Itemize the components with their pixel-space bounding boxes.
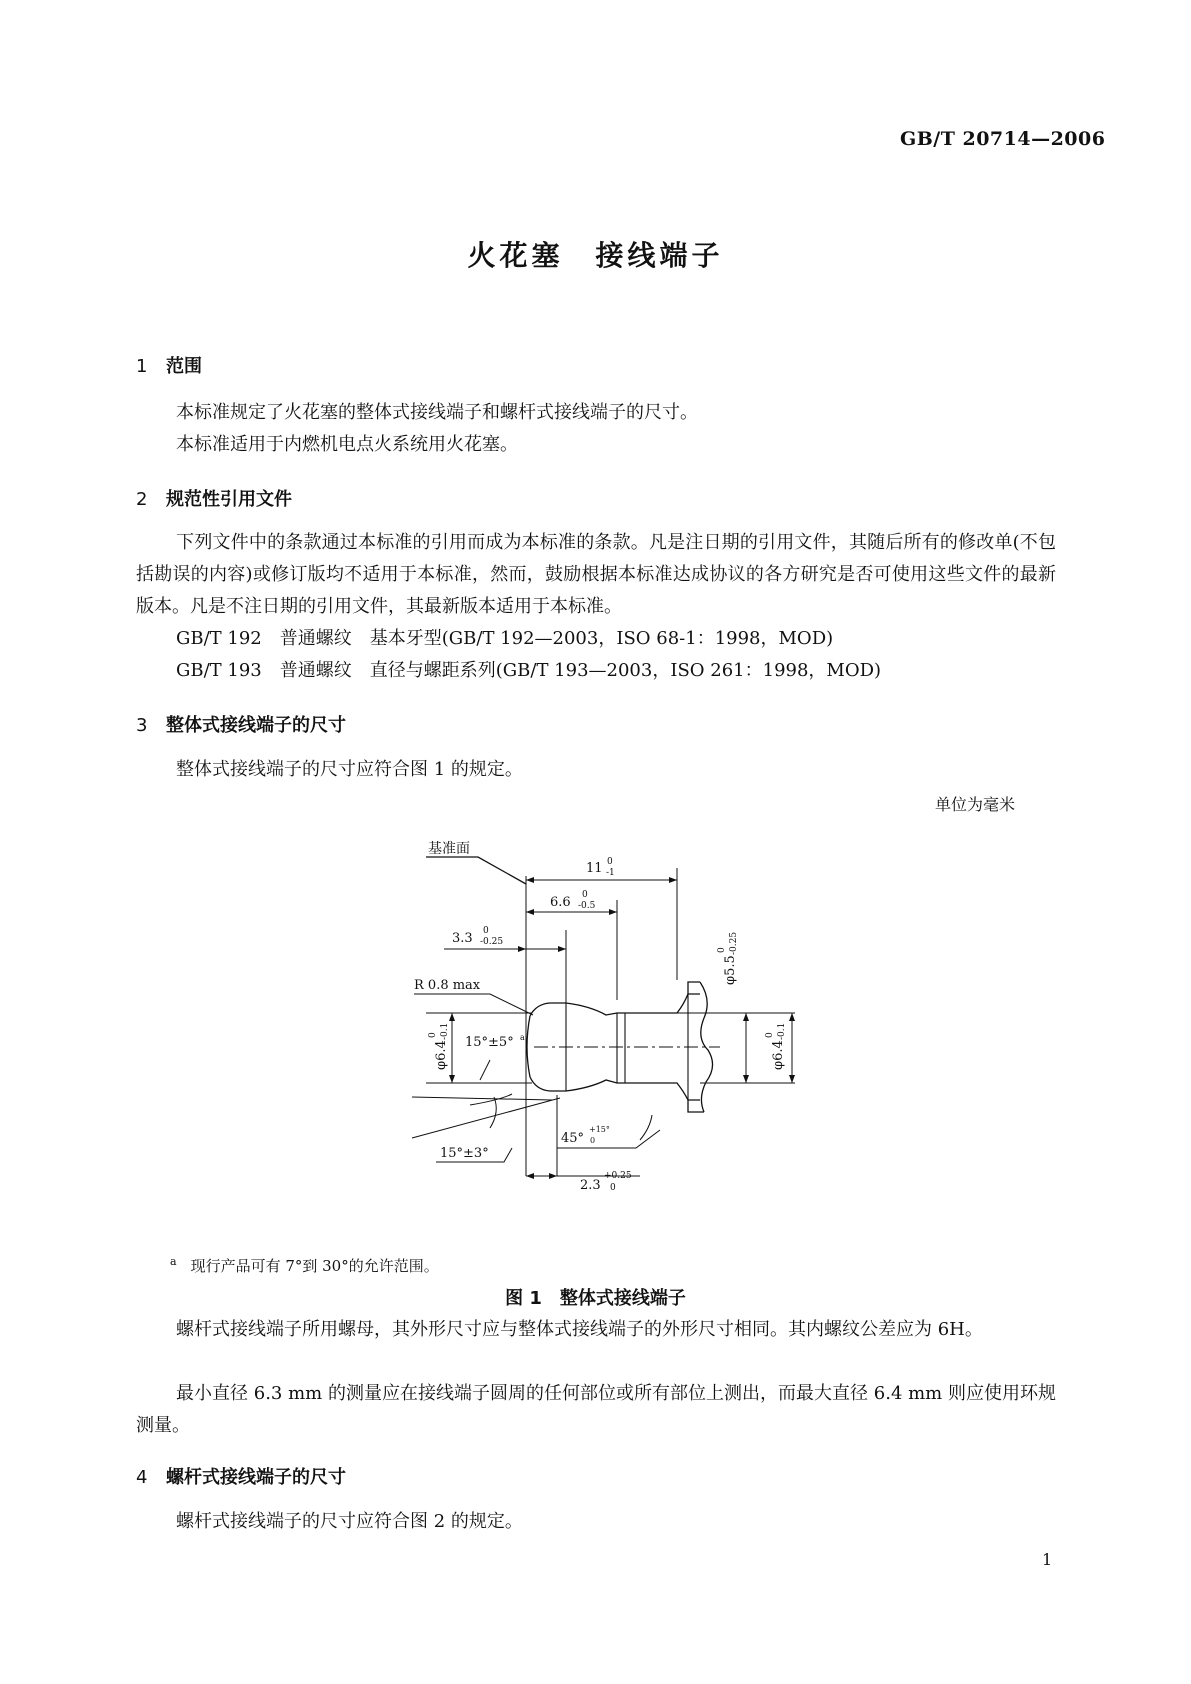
section-heading-3 xyxy=(136,711,346,737)
section-title: 范围 xyxy=(166,356,202,377)
terminal-outline-top xyxy=(530,994,700,1016)
footnote-mark: a xyxy=(170,1255,177,1268)
radius-label: R 0.8 max xyxy=(414,978,481,993)
dia-5-5-tol-low: -0.25 xyxy=(729,931,739,955)
angle-15-5-leader xyxy=(480,1060,490,1080)
angle-15-3-arc xyxy=(490,1097,496,1128)
angle-45-tol-low: 0 xyxy=(590,1136,596,1145)
datum-label: 基准面 xyxy=(428,841,470,857)
dim-tol-up-3-3: 0 xyxy=(483,926,489,936)
angle-45-label: 45° xyxy=(561,1131,585,1146)
section-heading-2 xyxy=(136,485,292,511)
angle-15-5-label: 15°±5° xyxy=(465,1035,514,1050)
dia-right-tol-low: -0.1 xyxy=(777,1022,787,1040)
angle-45-arc xyxy=(640,1115,652,1140)
terminal-drawing xyxy=(400,835,820,1235)
reference-gbt-192: GB/T 192 普通螺纹 基本牙型(GB/T 192—2003，ISO 68-1：1998，MOD) xyxy=(176,628,834,649)
dia-right-tol-up: 0 xyxy=(765,1032,775,1038)
dim-tol-up-6-6: 0 xyxy=(582,890,588,900)
paragraph-scope-1: 本标准规定了火花塞的整体式接线端子和螺杆式接线端子的尺寸。 xyxy=(176,402,698,423)
dim-label-6-6: 6.6 xyxy=(550,895,571,910)
section-number: 1 xyxy=(136,356,148,377)
angle-15-5-mark: a xyxy=(520,1033,525,1042)
dia-left-label: φ6.4 xyxy=(434,1040,449,1070)
figure-footnote: $^a$ 现行产品可有 7°到 30°的允许范围。 xyxy=(170,1255,439,1275)
angle-45-tol-up: +15° xyxy=(589,1125,610,1134)
standard-code: GB/T 20714—2006 xyxy=(900,128,1106,150)
units-note: 单位为毫米 xyxy=(935,795,1016,814)
terminal-outline-bottom xyxy=(530,1077,700,1100)
terminal-left-end xyxy=(527,1016,530,1077)
paragraph-refs-intro: 下列文件中的条款通过本标准的引用而成为本标准的条款。凡是注日期的引用文件，其随后所有的修改单(不包括勘误的内容)或修订版均不适用于本标准，然而，鼓励根据本标准达成协议的各方研究是否可使用这些文件的最新版本。凡是不注日期的引用文件，其最新版本适用于本标准。 xyxy=(136,532,1056,617)
section-title: 螺杆式接线端子的尺寸 xyxy=(166,1467,346,1488)
dia-left-tol-low: -0.1 xyxy=(440,1022,450,1040)
dim-tol-low-3-3: -0.25 xyxy=(480,937,504,947)
dia-5-5-label: φ5.5 xyxy=(723,955,738,985)
datum-leader xyxy=(426,857,526,884)
angle-15-3-label: 15°±3° xyxy=(440,1146,489,1161)
section-number: 2 xyxy=(136,489,148,510)
dia-5-5-tol-up: 0 xyxy=(717,947,727,953)
radius-leader xyxy=(414,994,533,1015)
section-title: 整体式接线端子的尺寸 xyxy=(166,715,346,736)
dia-left-tol-up: 0 xyxy=(428,1032,438,1038)
section-title: 规范性引用文件 xyxy=(166,489,292,510)
paragraph-scope-2: 本标准适用于内燃机电点火系统用火花塞。 xyxy=(176,434,518,455)
dia-right-label: φ6.4 xyxy=(771,1040,786,1070)
dim-tol-low-2-3: 0 xyxy=(610,1183,616,1193)
paragraph-nut: 螺杆式接线端子所用螺母，其外形尺寸应与整体式接线端子的外形尺寸相同。其内螺纹公差应为 6H。 xyxy=(176,1319,983,1340)
slant-reference-line-upper xyxy=(412,1097,552,1100)
section-number: 3 xyxy=(136,715,148,736)
dim-tol-low-11: -1 xyxy=(606,868,615,878)
page-number: 1 xyxy=(1042,1550,1053,1569)
reference-gbt-193: GB/T 193 普通螺纹 直径与螺距系列(GB/T 193—2003，ISO 261：1998，MOD) xyxy=(176,660,882,681)
dim-tol-up-2-3: +0.25 xyxy=(604,1171,632,1181)
dim-label-3-3: 3.3 xyxy=(452,931,473,946)
document-title: 火花塞 接线端子 xyxy=(467,239,724,272)
paragraph-sec3-intro: 整体式接线端子的尺寸应符合图 1 的规定。 xyxy=(176,759,523,780)
dim-label-11: 11 xyxy=(586,861,603,876)
dim-tol-up-11: 0 xyxy=(607,857,613,867)
paragraph-sec4-intro: 螺杆式接线端子的尺寸应符合图 2 的规定。 xyxy=(176,1511,523,1532)
paragraph-measurement: 最小直径 6.3 mm 的测量应在接线端子圆周的任何部位或所有部位上测出，而最大直径 6.4 mm 则应使用环规测量。 xyxy=(136,1383,1056,1436)
section-heading-1 xyxy=(136,352,202,378)
section-number: 4 xyxy=(136,1467,148,1488)
section-heading-4 xyxy=(136,1463,346,1489)
dim-tol-low-6-6: -0.5 xyxy=(578,901,596,911)
figure-caption: 图 1 整体式接线端子 xyxy=(505,1288,686,1309)
dim-label-2-3: 2.3 xyxy=(580,1178,601,1193)
slant-reference-line-lower xyxy=(412,1098,560,1138)
